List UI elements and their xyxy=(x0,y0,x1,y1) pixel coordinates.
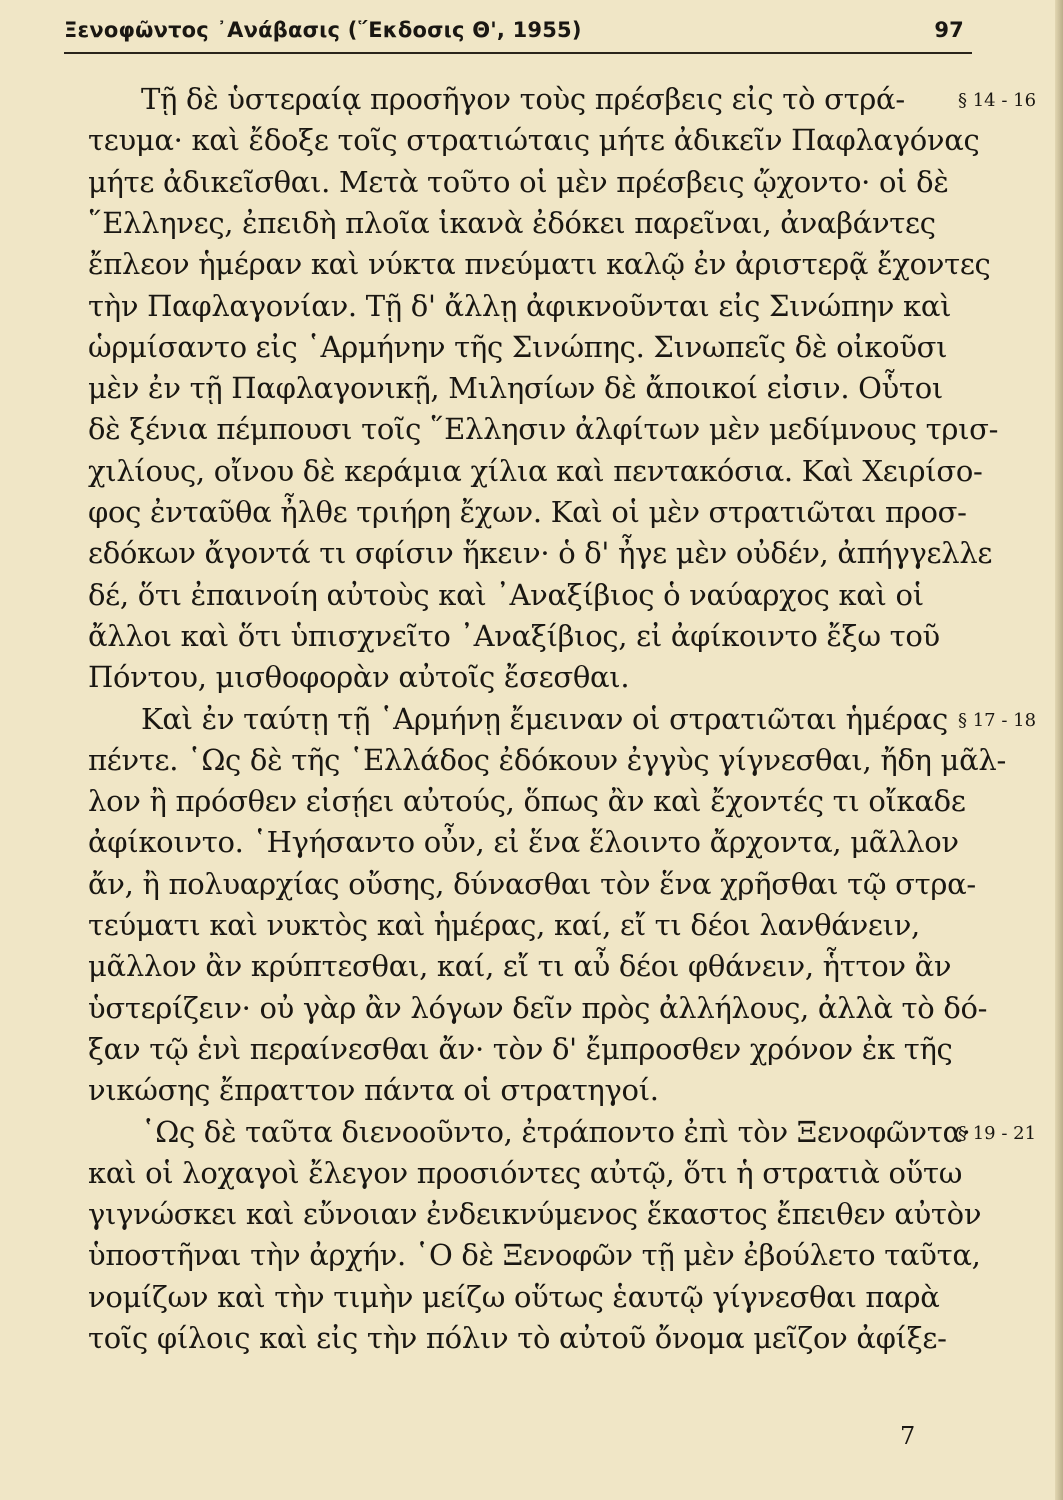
text-line: Καὶ ἐν ταύτῃ τῇ ῾Αρμήνῃ ἔμειναν οἱ στρατιῶται ἡμέρας xyxy=(141,701,948,736)
header-rule xyxy=(64,52,972,54)
running-title: Ξενοφῶντος ᾿Ανάβασις (῞Εκδοσις Θ', 1955) xyxy=(64,18,582,42)
signature-mark: 7 xyxy=(900,1422,916,1450)
text-line: δέ, ὅτι ἐπαινοίη αὐτοὺς καὶ ᾿Αναξίβιος ὁ ναύαρχος καὶ οἱ xyxy=(88,577,924,612)
text-line: ὡρμίσαντο εἰς ῾Αρμήνην τῆς Σινώπης. Σινωπεῖς δὲ οἰκοῦσι xyxy=(88,329,948,364)
section-reference: § 17 - 18 xyxy=(958,709,1037,731)
text-line: τευμα· καὶ ἔδοξε τοῖς στρατιώταις μήτε ἀδικεῖν Παφλαγόνας xyxy=(88,123,980,158)
text-line: ξαν τῷ ἑνὶ περαίνεσθαι ἄν· τὸν δ' ἔμπροσθεν χρόνον ἐκ τῆς xyxy=(88,1031,953,1066)
text-line: τὴν Παφλαγονίαν. Τῇ δ' ἄλλῃ ἀφικνοῦνται εἰς Σινώπην καὶ xyxy=(88,288,952,323)
text-line: γιγνώσκει καὶ εὔνοιαν ἐνδεικνύμενος ἕκαστος ἔπειθεν αὐτὸν xyxy=(88,1197,982,1232)
text-line: νικώσης ἔπραττον πάντα οἱ στρατηγοί. xyxy=(88,1073,659,1108)
section-reference: § 19 - 21 xyxy=(958,1122,1037,1144)
text-line: καὶ οἱ λοχαγοὶ ἔλεγον προσιόντες αὐτῷ, ὅτι ἡ στρατιὰ οὕτω xyxy=(88,1155,963,1190)
text-line: ὑστερίζειν· οὐ γὰρ ἂν λόγων δεῖν πρὸς ἀλλήλους, ἀλλὰ τὸ δό- xyxy=(88,990,988,1025)
text-line: Πόντου, μισθοφορὰν αὐτοῖς ἔσεσθαι. xyxy=(88,660,630,695)
page-edge xyxy=(1055,0,1063,1500)
text-line: ἔπλεον ἡμέραν καὶ νύκτα πνεύματι καλῷ ἐν ἀριστερᾷ ἔχοντες xyxy=(88,247,991,282)
running-header xyxy=(64,14,964,48)
text-line: Τῇ δὲ ὑστεραίᾳ προσῆγον τοὺς πρέσβεις εἰς τὸ στρά- xyxy=(141,82,905,116)
text-line: ὑποστῆναι τὴν ἀρχήν. ῾Ο δὲ Ξενοφῶν τῇ μὲν ἐβούλετο ταῦτα, xyxy=(88,1238,981,1273)
text-line: τοῖς φίλοις καὶ εἰς τὴν πόλιν τὸ αὐτοῦ ὄνομα μεῖζον ἀφίξε- xyxy=(88,1321,947,1355)
text-line: δὲ ξένια πέμπουσι τοῖς ῞Ελλησιν ἀλφίτων μὲν μεδίμνους τρισ- xyxy=(88,412,999,447)
text-line: τεύματι καὶ νυκτὸς καὶ ἡμέρας, καί, εἴ τι δέοι λανθάνειν, xyxy=(88,908,920,942)
text-line: ῾Ως δὲ ταῦτα διενοοῦντο, ἐτράποντο ἐπὶ τὸν Ξενοφῶντα· xyxy=(141,1114,971,1149)
text-line: λον ἢ πρόσθεν εἰσῄει αὐτούς, ὅπως ἂν καὶ ἔχοντές τι οἴκαδε xyxy=(88,784,966,819)
text-line: πέντε. ῾Ως δὲ τῆς ῾Ελλάδος ἐδόκουν ἐγγὺς γίγνεσθαι, ἤδη μᾶλ- xyxy=(88,742,1006,777)
text-line: μᾶλλον ἂν κρύπτεσθαι, καί, εἴ τι αὖ δέοι φθάνειν, ἧττον ἂν xyxy=(88,949,952,984)
text-line: ἄν, ἢ πολυαρχίας οὔσης, δύνασθαι τὸν ἕνα χρῆσθαι τῷ στρα- xyxy=(88,866,976,901)
text-line: ῞Ελληνες, ἐπειδὴ πλοῖα ἱκανὰ ἐδόκει παρεῖναι, ἀναβάντες xyxy=(88,205,936,240)
text-line: εδόκων ἄγοντά τι σφίσιν ἥκειν· ὁ δ' ἦγε μὲν οὐδέν, ἀπήγγελλε xyxy=(88,536,993,571)
text-line: μὲν ἐν τῇ Παφλαγονικῇ, Μιλησίων δὲ ἄποικοί εἰσιν. Οὗτοι xyxy=(88,371,943,406)
text-line: χιλίους, οἴνου δὲ κεράμια χίλια καὶ πεντακόσια. Καὶ Χειρίσο- xyxy=(88,453,983,488)
text-line: νομίζων καὶ τὴν τιμὴν μείζω οὕτως ἑαυτῷ γίγνεσθαι παρὰ xyxy=(88,1279,940,1314)
text-line: μήτε ἀδικεῖσθαι. Μετὰ τοῦτο οἱ μὲν πρέσβεις ᾤχοντο· οἱ δὲ xyxy=(88,164,949,199)
text-line: ἄλλοι καὶ ὅτι ὑπισχνεῖτο ᾿Αναξίβιος, εἰ ἀφίκοιντο ἔξω τοῦ xyxy=(88,618,940,653)
text-line: ἀφίκοιντο. ῾Ηγήσαντο οὖν, εἰ ἕνα ἕλοιντο ἄρχοντα, μᾶλλον xyxy=(88,825,959,860)
section-reference: § 14 - 16 xyxy=(958,90,1037,111)
page-number: 97 xyxy=(934,18,964,42)
text-line: φος ἐνταῦθα ἦλθε τριήρη ἔχων. Καὶ οἱ μὲν στρατιῶται προσ- xyxy=(88,495,967,529)
